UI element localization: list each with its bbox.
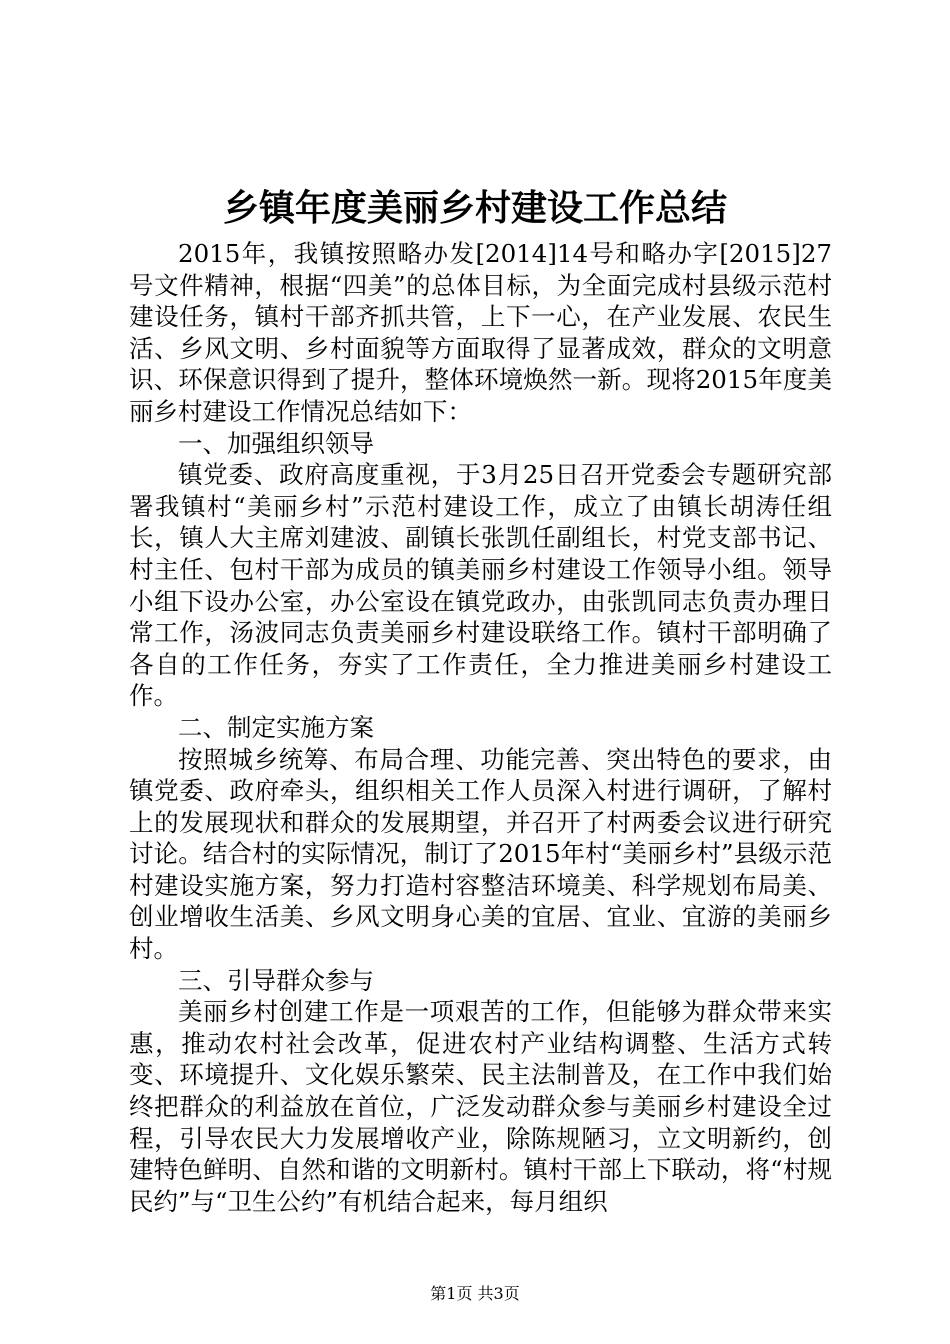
section-paragraph-3: 美丽乡村创建工作是一项艰苦的工作，但能够为群众带来实惠，推动农村社会改革，促进农村产业结构调整、生活方式转变、环境提升、文化娱乐繁荣、民主法制普及，在工作中我们始终把群众的利益放在首位，广泛发动群众参与美丽乡村建设全过程，引导农民大力发展增收产业，除陈规陋习，立文明新约，创建特色鲜明、自然和谐的文明新村。镇村干部上下联动，将“村规民约”与“卫生公约”有机结合起来，每月组织 (129, 997, 832, 1216)
intro-paragraph: 2015年，我镇按照略办发[2014]14号和略办字[2015]27号文件精神，根据“四美”的总体目标，为全面完成村县级示范村建设任务，镇村干部齐抓共管，上下一心，在产业发展、农民生活、乡风文明、乡村面貌等方面取得了显著成效，群众的文明意识、环保意识得到了提升，整体环境焕然一新。现将2015年度美丽乡村建设工作情况总结如下： (129, 239, 832, 426)
section-heading-2: 二、制定实施方案 (178, 712, 374, 742)
page-footer: 第1页 共3页 (430, 1284, 520, 1303)
section-paragraph-2: 按照城乡统筹、布局合理、功能完善、突出特色的要求，由镇党委、政府牵头，组织相关工作人员深入村进行调研，了解村上的发展现状和群众的发展期望，并召开了村两委会议进行研究讨论。结合村的实际情况，制订了2015年村“美丽乡村”县级示范村建设实施方案，努力打造村容整洁环境美、科学规划布局美、创业增收生活美、乡风文明身心美的宜居、宜业、宜游的美丽乡村。 (129, 744, 832, 964)
section-paragraph-1: 镇党委、政府高度重视，于3月25日召开党委会专题研究部署我镇村“美丽乡村”示范村建设工作，成立了由镇长胡涛任组长，镇人大主席刘建波、副镇长张凯任副组长，村党支部书记、村主任、包村干部为成员的镇美丽乡村建设工作领导小组。领导小组下设办公室，办公室设在镇党政办，由张凯同志负责办理日常工作，汤波同志负责美丽乡村建设联络工作。镇村干部明确了各自的工作任务，夯实了工作责任，全力推进美丽乡村建设工作。 (129, 460, 832, 711)
document-body (129, 238, 832, 1217)
document-title: 乡镇年度美丽乡村建设工作总结 (222, 188, 727, 229)
section-heading-3: 三、引导群众参与 (178, 965, 374, 995)
section-heading-1: 一、加强组织领导 (178, 428, 374, 458)
